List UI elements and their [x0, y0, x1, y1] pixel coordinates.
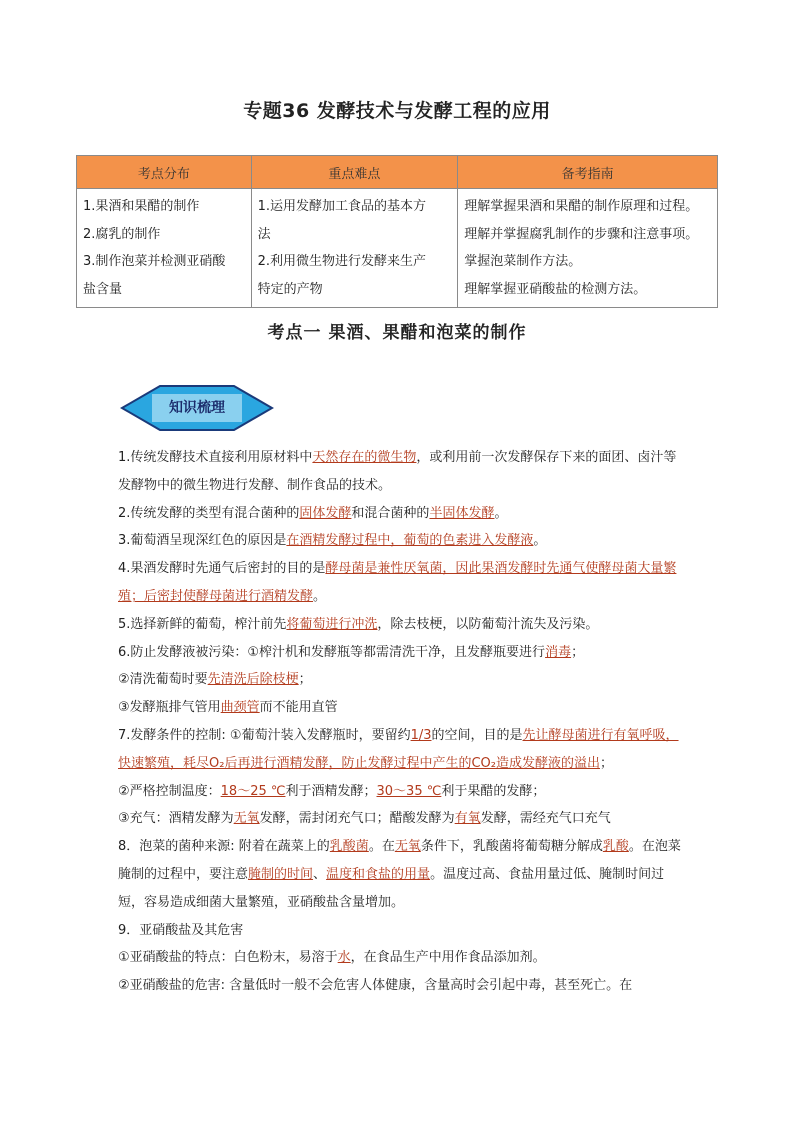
cell-line: 2.腐乳的制作 [83, 226, 161, 242]
table-cell-guide [458, 189, 718, 308]
answer-text: 先让酵母菌进行有氧呼吸，快速繁殖，耗尽O₂后再进行酒精发酵，防止发酵过程中产生的CO₂造成发酵液的溢出 [118, 727, 679, 771]
cell-line: 1.果酒和果醋的制作 [83, 199, 200, 214]
answer-text: 消毒 [545, 644, 572, 660]
cell-line: 理解并掌握腐乳制作的步骤和注意事项。 [464, 226, 699, 242]
answer-text: 无氧 [233, 811, 260, 827]
paragraph-7b: ②严格控制温度：18～25 ℃利于酒精发酵；30～35 ℃利于果醋的发酵； [118, 783, 546, 799]
cell-line: 理解掌握果酒和果醋的制作原理和过程。 [464, 199, 699, 214]
answer-text: 18～25 ℃ [220, 783, 286, 799]
overview-table [76, 155, 718, 308]
table-cell-topics [77, 189, 252, 308]
answer-text: 温度和食盐的用量 [326, 866, 431, 882]
cell-line: 盐含量 [83, 281, 123, 297]
cell-line: 1.运用发酵加工食品的基本方 [257, 199, 427, 214]
cell-line: 掌握泡菜制作方法。 [464, 254, 582, 269]
table-header-cell: 备考指南 [458, 156, 718, 189]
table-cell-key-points [251, 189, 458, 308]
answer-text: 半固体发酵 [429, 505, 495, 521]
answer-text: 将葡萄进行冲洗 [286, 616, 378, 632]
answer-text: 30～35 ℃ [376, 783, 442, 799]
answer-text: 酵母菌是兼性厌氧菌，因此果酒发酵时先通气使酵母菌大量繁殖；后密封使酵母菌进行酒精发酵 [118, 561, 677, 604]
answer-text: 曲颈管 [220, 700, 260, 716]
answer-text: 乳酸菌 [329, 839, 369, 855]
table-header-cell: 重点难点 [251, 156, 458, 189]
paragraph-6b: ②清洗葡萄时要先清洗后除枝梗； [118, 672, 312, 688]
paragraph-8: 8．泡菜的菌种来源: 附着在蔬菜上的乳酸菌。在无氧条件下，乳酸菌将葡萄糖分解成乳酸。在泡菜腌制的过程中，要注意腌制的时间、温度和食盐的用量。温度过高、食盐用量过低、腌制时间过短，容易造成细菌大量繁殖，亚硝酸盐含量增加。 [118, 839, 681, 910]
paragraph-2: 2.传统发酵的类型有混合菌种的固体发酵和混合菌种的半固体发酵。 [118, 505, 508, 521]
answer-text: 在酒精发酵过程中，葡萄的色素进入发酵液 [286, 533, 534, 549]
answer-text: 1/3 [410, 727, 432, 743]
paragraph-9: 9．亚硝酸盐及其危害 [118, 922, 244, 938]
table-header-cell: 考点分布 [77, 156, 252, 189]
cell-line: 2.利用微生物进行发酵来生产 [257, 254, 427, 269]
table-header-row [77, 156, 718, 189]
answer-text: 固体发酵 [299, 505, 352, 521]
paragraph-3: 3.葡萄酒呈现深红色的原因是在酒精发酵过程中，葡萄的色素进入发酵液。 [118, 533, 547, 549]
paragraph-7c: ③充气：酒精发酵为无氧发酵，需封闭充气口；醋酸发酵为有氧发酵，需经充气口充气 [118, 811, 611, 827]
cell-line: 3.制作泡菜并检测亚硝酸 [83, 254, 226, 269]
paragraph-7: 7.发酵条件的控制: ①葡萄汁装入发酵瓶时，要留约1/3的空间，目的是先让酵母菌进行有氧呼吸，快速繁殖，耗尽O₂后再进行酒精发酵，防止发酵过程中产生的CO₂造成发酵液的溢出； [118, 727, 679, 771]
cell-line: 法 [257, 226, 271, 242]
knowledge-content [118, 444, 688, 1000]
paragraph-4: 4.果酒发酵时先通气后密封的目的是酵母菌是兼性厌氧菌，因此果酒发酵时先通气使酵母菌大量繁殖；后密封使酵母菌进行酒精发酵。 [118, 561, 677, 604]
answer-text: 乳酸 [602, 839, 629, 855]
cell-line: 理解掌握亚硝酸盐的检测方法。 [464, 281, 647, 297]
answer-text: 无氧 [394, 839, 421, 855]
paragraph-5: 5.选择新鲜的葡萄，榨汁前先将葡萄进行冲洗，除去枝梗，以防葡萄汁流失及污染。 [118, 616, 599, 632]
answer-text: 有氧 [454, 811, 481, 827]
knowledge-badge [120, 384, 274, 432]
paragraph-9b: ①亚硝酸盐的特点：白色粉末，易溶于水，在食品生产中用作食品添加剂。 [118, 950, 546, 966]
paragraph-9c: ②亚硝酸盐的危害: 含量低时一般不会危害人体健康，含量高时会引起中毒，甚至死亡。在 [118, 978, 633, 994]
answer-text: 先清洗后除枝梗 [207, 672, 299, 688]
paragraph-6: 6.防止发酵液被污染：①榨汁机和发酵瓶等都需清洗干净，且发酵瓶要进行消毒； [118, 644, 585, 660]
table-row [77, 189, 718, 308]
answer-text: 腌制的时间 [248, 866, 314, 882]
paragraph-6c: ③发酵瓶排气管用曲颈管而不能用直管 [118, 700, 338, 716]
answer-text: 水 [337, 950, 351, 966]
paragraph-1: 1.传统发酵技术直接利用原材料中天然存在的微生物，或利用前一次发酵保存下来的面团、卤汁等发酵物中的微生物进行发酵、制作食品的技术。 [118, 450, 677, 493]
section-title: 考点一 果酒、果醋和泡菜的制作 [267, 323, 527, 343]
cell-line: 特定的产物 [257, 281, 323, 297]
badge-label: 知识梳理 [169, 400, 225, 416]
answer-text: 天然存在的微生物 [312, 450, 417, 465]
page-title: 专题36 发酵技术与发酵工程的应用 [243, 100, 551, 122]
